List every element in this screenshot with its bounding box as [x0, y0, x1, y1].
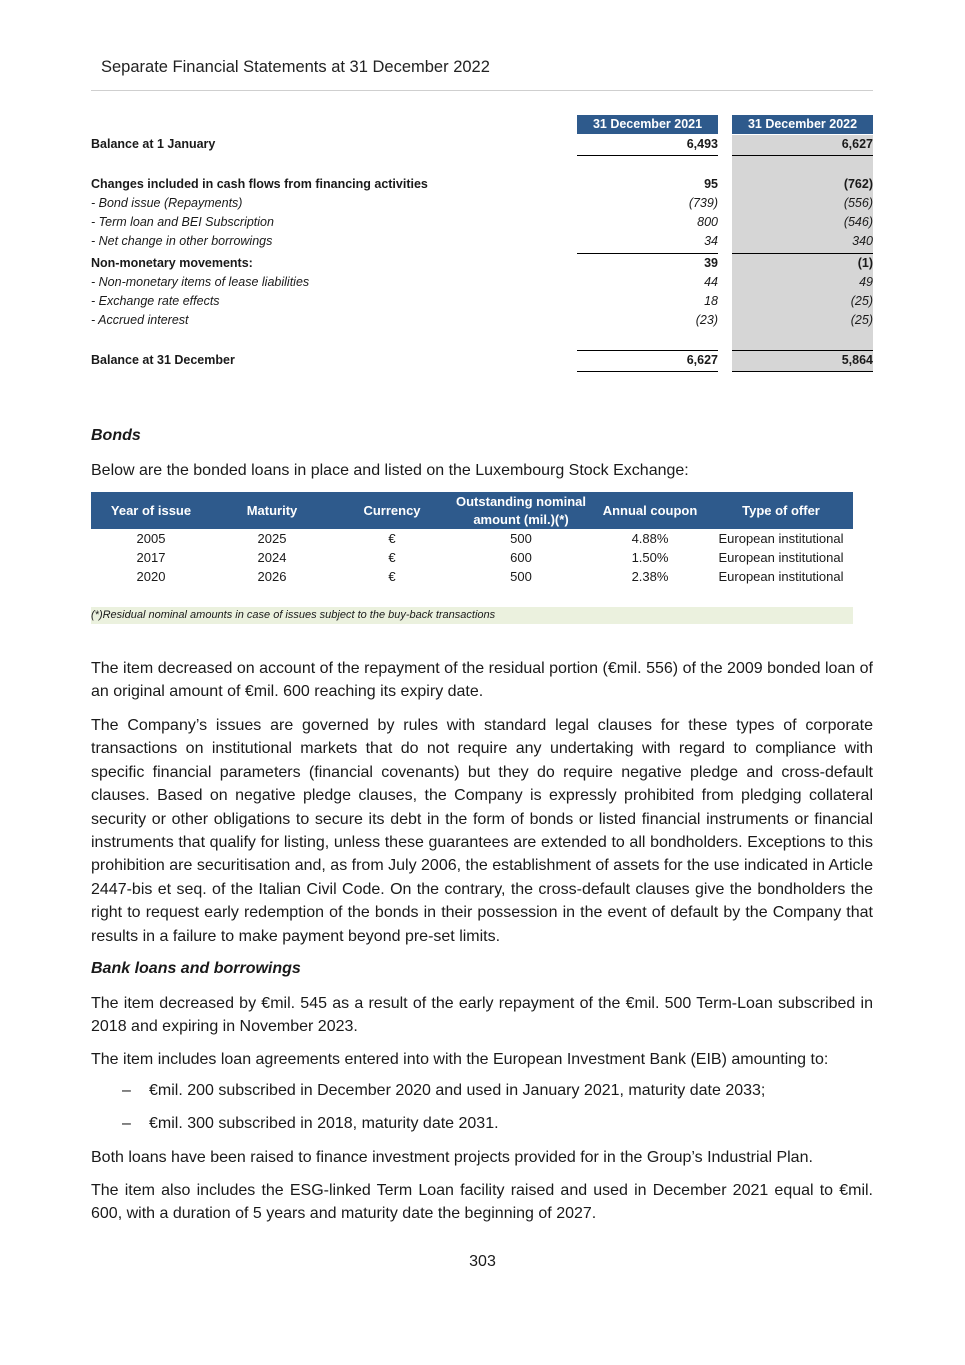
header-2021: 31 December 2021 — [577, 115, 718, 134]
bonds-paragraph-2: The Company’s issues are governed by rules with standard legal clauses for these types of corporate transactions on institutional markets that do not require any undertaking with regard to compliance with specific financial parameters (financial covenants) but they do require negative pledge and cross-default clauses. Based on negative pledge clauses, the Company is expressly prohibited from pledging collateral security or other obligations to secure its debt in the form of bonds or listed financial instruments or financial instruments that qualify for listing, unless these guarantees are extended to all bondholders. Exceptions to this prohibition are securitisation and, as from July 2006, the establishment of assets for the use indicated in Article 2447-bis et seq. of the Italian Civil Code. On the contrary, the cross-default clauses give the bondholders the right to request early redemption of the bonds in their possession in the event of default by the Company that results in a failure to make payment beyond pre-set limits. — [91, 717, 873, 945]
bank-loans-heading: Bank loans and borrowings — [91, 960, 301, 977]
header-2022: 31 December 2022 — [732, 115, 873, 134]
value-2021: (23) — [695, 313, 718, 327]
value-2021: 39 — [704, 256, 718, 270]
row-rule — [577, 371, 718, 372]
value-2022: (25) — [850, 313, 873, 327]
cell-coupon: 2.38% — [631, 569, 669, 584]
table-row — [91, 549, 853, 568]
bullet-item: €mil. 200 subscribed in December 2020 and used in January 2021, maturity date 2033; — [149, 1082, 766, 1099]
cell-offer: European institutional — [718, 550, 844, 565]
header-divider — [91, 90, 873, 91]
header-maturity: Maturity — [246, 502, 298, 518]
value-2021: 34 — [704, 234, 718, 248]
row-label: Balance at 31 December — [91, 353, 235, 367]
table-row — [91, 194, 873, 213]
header-outstanding-line2: amount (mil.)(*) — [473, 511, 569, 527]
bonds-intro: Below are the bonded loans in place and listed on the Luxembourg Stock Exchange: — [91, 462, 689, 479]
cell-amount: 600 — [510, 550, 532, 565]
table-row — [91, 175, 873, 194]
cell-maturity: 2025 — [257, 531, 287, 546]
value-2022: (556) — [843, 196, 873, 210]
bonds-heading: Bonds — [91, 427, 141, 444]
header-type-of-offer: Type of offer — [742, 502, 820, 518]
page-header-title: Separate Financial Statements at 31 December 2022 — [101, 58, 490, 76]
table-row — [91, 311, 873, 330]
header-currency: Currency — [363, 502, 421, 518]
row-label: - Bond issue (Repayments) — [91, 196, 243, 210]
table-row — [91, 351, 873, 370]
value-2021: (739) — [688, 196, 718, 210]
cell-maturity: 2026 — [257, 569, 287, 584]
cell-offer: European institutional — [718, 531, 844, 546]
cell-offer: European institutional — [718, 569, 844, 584]
bullet-item: €mil. 300 subscribed in 2018, maturity date 2031. — [149, 1115, 499, 1132]
bullet-dash: – — [122, 1082, 131, 1099]
header-annual-coupon: Annual coupon — [602, 502, 698, 518]
cell-amount: 500 — [510, 531, 532, 546]
value-2022: (762) — [843, 177, 873, 191]
row-label: - Net change in other borrowings — [91, 234, 273, 248]
cell-coupon: 4.88% — [631, 531, 669, 546]
table-row — [91, 135, 873, 154]
row-label: - Non-monetary items of lease liabilities — [91, 275, 310, 289]
row-label: Non-monetary movements: — [91, 256, 253, 270]
bank-loans-paragraph-4: The item also includes the ESG-linked Term Loan facility raised and used in December 2021 equal to €mil. 600, with a duration of 5 years and maturity date the beginning of 2027. — [91, 1182, 873, 1223]
cell-year: 2020 — [136, 569, 166, 584]
header-year-of-issue: Year of issue — [110, 502, 192, 518]
cell-maturity: 2024 — [257, 550, 287, 565]
row-label: Balance at 1 January — [91, 137, 216, 151]
value-2022: 49 — [859, 275, 873, 289]
table-row — [91, 530, 853, 549]
value-2022: (25) — [850, 294, 873, 308]
cell-year: 2017 — [136, 550, 166, 565]
value-2022: (1) — [857, 256, 873, 270]
bank-loans-paragraph-1: The item decreased by €mil. 545 as a result of the early repayment of the €mil. 500 Term-Loan subscribed in 2018 and expiring in November 2023. — [91, 995, 873, 1036]
row-rule — [577, 155, 718, 156]
cell-currency: € — [388, 550, 396, 565]
table-row — [91, 232, 873, 251]
row-label: Changes included in cash flows from financing activities — [91, 177, 428, 191]
table-row — [91, 254, 873, 273]
bonds-footnote: (*)Residual nominal amounts in case of issues subject to the buy-back transactions — [91, 607, 853, 624]
bonds-table-header — [91, 492, 853, 529]
cell-amount: 500 — [510, 569, 532, 584]
cell-currency: € — [388, 569, 396, 584]
table-row — [91, 273, 873, 292]
row-label: - Term loan and BEI Subscription — [91, 215, 274, 229]
value-2021: 6,627 — [686, 353, 718, 367]
row-label: - Accrued interest — [91, 313, 189, 327]
value-2022: (546) — [843, 215, 873, 229]
value-2022: 5,864 — [841, 353, 873, 367]
table-row — [91, 213, 873, 232]
cell-currency: € — [388, 531, 396, 546]
value-2021: 18 — [704, 294, 718, 308]
bank-loans-paragraph-3: Both loans have been raised to finance investment projects provided for in the Group’s Industrial Plan. — [91, 1149, 813, 1166]
cell-year: 2005 — [136, 531, 166, 546]
row-rule — [732, 155, 873, 156]
row-rule — [732, 371, 873, 372]
value-2021: 44 — [704, 275, 718, 289]
value-2021: 95 — [704, 177, 718, 191]
row-label: - Exchange rate effects — [91, 294, 220, 308]
bonds-paragraph-1: The item decreased on account of the repayment of the residual portion (€mil. 556) of the 2009 bonded loan of an original amount of €mil. 600 reaching its expiry date. — [91, 660, 873, 701]
page-number: 303 — [469, 1253, 496, 1270]
value-2022: 340 — [852, 234, 873, 248]
bullet-dash: – — [122, 1115, 131, 1132]
header-outstanding-line1: Outstanding nominal — [456, 493, 586, 509]
table-row — [91, 568, 853, 587]
value-2021: 800 — [697, 215, 718, 229]
cell-coupon: 1.50% — [631, 550, 669, 565]
header-outstanding-amount — [451, 492, 591, 529]
table-row — [91, 292, 873, 311]
bank-loans-paragraph-2: The item includes loan agreements entered into with the European Investment Bank (EIB) amounting to: — [91, 1051, 829, 1068]
value-2021: 6,493 — [686, 137, 718, 151]
value-2022: 6,627 — [841, 137, 873, 151]
